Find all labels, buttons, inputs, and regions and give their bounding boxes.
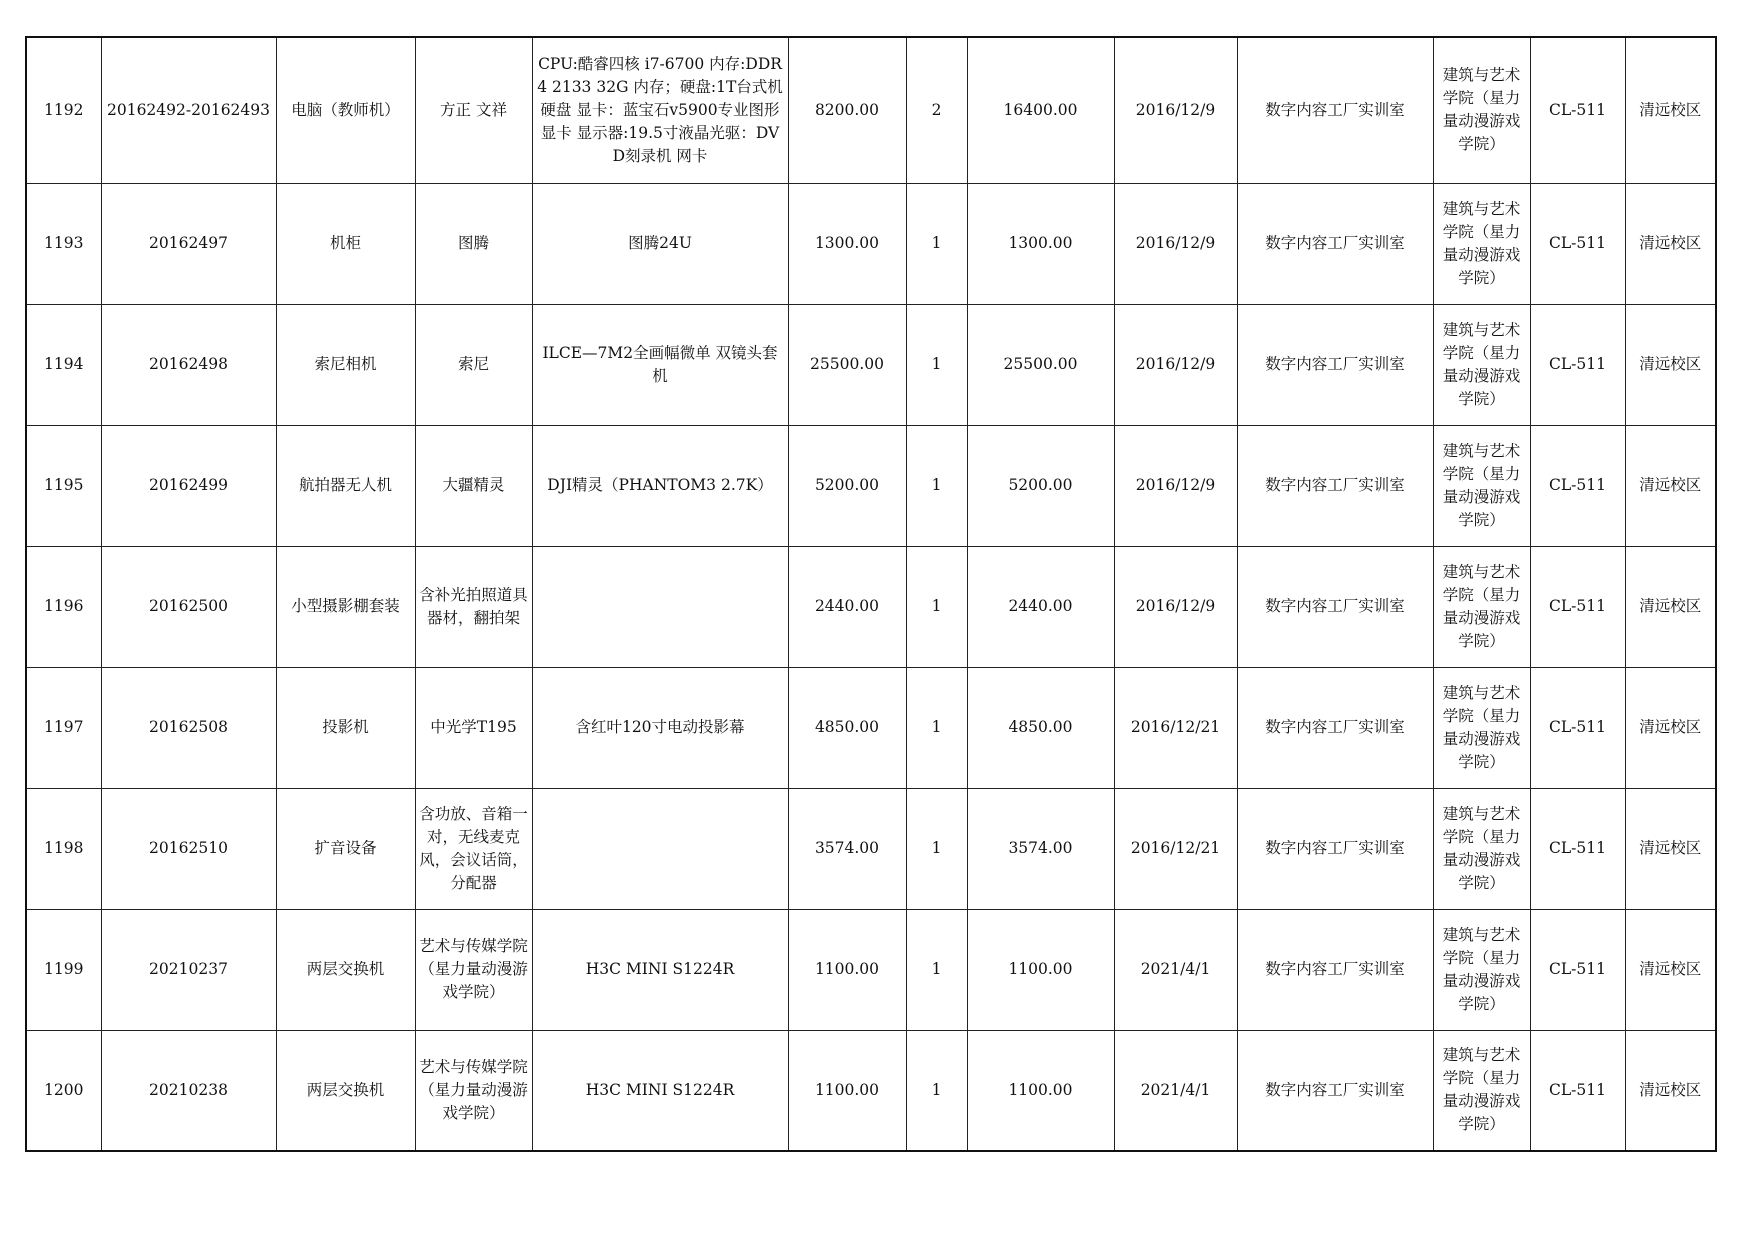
cell-asset-no: 20210238 (101, 1030, 276, 1151)
cell-amount: 16400.00 (967, 37, 1114, 183)
cell-campus: 清远校区 (1625, 788, 1716, 909)
cell-name: 两层交换机 (276, 1030, 415, 1151)
cell-name: 两层交换机 (276, 909, 415, 1030)
cell-department: 建筑与艺术学院（星力量动漫游戏学院） (1433, 667, 1530, 788)
table-row (26, 425, 1716, 546)
cell-amount: 1100.00 (967, 909, 1114, 1030)
cell-brand: 含补光拍照道具器材，翻拍架 (415, 546, 532, 667)
table-row (26, 1030, 1716, 1151)
cell-seq: 1192 (26, 37, 101, 183)
cell-brand: 含功放、音箱一对，无线麦克风，会议话筒，分配器 (415, 788, 532, 909)
cell-qty: 1 (906, 183, 967, 304)
cell-seq: 1194 (26, 304, 101, 425)
cell-spec: DJI精灵（PHANTOM3 2.7K） (532, 425, 788, 546)
cell-brand: 艺术与传媒学院（星力量动漫游戏学院） (415, 909, 532, 1030)
cell-name: 扩音设备 (276, 788, 415, 909)
cell-name: 航拍器无人机 (276, 425, 415, 546)
cell-amount: 2440.00 (967, 546, 1114, 667)
cell-date: 2016/12/21 (1114, 667, 1237, 788)
cell-brand: 索尼 (415, 304, 532, 425)
asset-table (25, 36, 1717, 1152)
table-row (26, 909, 1716, 1030)
cell-location: 数字内容工厂实训室 (1237, 667, 1433, 788)
cell-date: 2016/12/21 (1114, 788, 1237, 909)
cell-date: 2021/4/1 (1114, 909, 1237, 1030)
cell-location: 数字内容工厂实训室 (1237, 425, 1433, 546)
cell-brand: 方正 文祥 (415, 37, 532, 183)
table-row (26, 546, 1716, 667)
cell-location: 数字内容工厂实训室 (1237, 788, 1433, 909)
table-row (26, 304, 1716, 425)
cell-price: 1100.00 (788, 1030, 906, 1151)
cell-amount: 1300.00 (967, 183, 1114, 304)
cell-qty: 1 (906, 909, 967, 1030)
cell-department: 建筑与艺术学院（星力量动漫游戏学院） (1433, 546, 1530, 667)
cell-name: 索尼相机 (276, 304, 415, 425)
cell-location: 数字内容工厂实训室 (1237, 183, 1433, 304)
cell-qty: 1 (906, 304, 967, 425)
cell-price: 8200.00 (788, 37, 906, 183)
cell-name: 机柜 (276, 183, 415, 304)
cell-name: 投影机 (276, 667, 415, 788)
cell-qty: 1 (906, 667, 967, 788)
cell-spec: H3C MINI S1224R (532, 909, 788, 1030)
cell-amount: 25500.00 (967, 304, 1114, 425)
cell-department: 建筑与艺术学院（星力量动漫游戏学院） (1433, 425, 1530, 546)
cell-room: CL-511 (1530, 37, 1625, 183)
cell-date: 2016/12/9 (1114, 546, 1237, 667)
cell-price: 4850.00 (788, 667, 906, 788)
cell-amount: 4850.00 (967, 667, 1114, 788)
cell-qty: 1 (906, 546, 967, 667)
table-row (26, 183, 1716, 304)
cell-location: 数字内容工厂实训室 (1237, 909, 1433, 1030)
cell-campus: 清远校区 (1625, 37, 1716, 183)
cell-amount: 1100.00 (967, 1030, 1114, 1151)
cell-price: 1300.00 (788, 183, 906, 304)
cell-brand: 图腾 (415, 183, 532, 304)
cell-department: 建筑与艺术学院（星力量动漫游戏学院） (1433, 1030, 1530, 1151)
cell-qty: 1 (906, 425, 967, 546)
cell-seq: 1199 (26, 909, 101, 1030)
cell-price: 25500.00 (788, 304, 906, 425)
cell-campus: 清远校区 (1625, 425, 1716, 546)
cell-brand: 大疆精灵 (415, 425, 532, 546)
cell-department: 建筑与艺术学院（星力量动漫游戏学院） (1433, 304, 1530, 425)
cell-campus: 清远校区 (1625, 183, 1716, 304)
cell-room: CL-511 (1530, 546, 1625, 667)
cell-asset-no: 20162498 (101, 304, 276, 425)
table-row (26, 788, 1716, 909)
cell-location: 数字内容工厂实训室 (1237, 546, 1433, 667)
cell-department: 建筑与艺术学院（星力量动漫游戏学院） (1433, 183, 1530, 304)
cell-room: CL-511 (1530, 425, 1625, 546)
cell-campus: 清远校区 (1625, 909, 1716, 1030)
cell-date: 2016/12/9 (1114, 183, 1237, 304)
cell-seq: 1193 (26, 183, 101, 304)
cell-room: CL-511 (1530, 304, 1625, 425)
cell-spec: 图腾24U (532, 183, 788, 304)
cell-department: 建筑与艺术学院（星力量动漫游戏学院） (1433, 788, 1530, 909)
cell-amount: 5200.00 (967, 425, 1114, 546)
cell-amount: 3574.00 (967, 788, 1114, 909)
cell-spec: ILCE—7M2全画幅微单 双镜头套机 (532, 304, 788, 425)
table-row (26, 37, 1716, 183)
cell-seq: 1196 (26, 546, 101, 667)
cell-asset-no: 20162508 (101, 667, 276, 788)
cell-asset-no: 20162499 (101, 425, 276, 546)
cell-room: CL-511 (1530, 667, 1625, 788)
cell-spec: 含红叶120寸电动投影幕 (532, 667, 788, 788)
cell-date: 2016/12/9 (1114, 304, 1237, 425)
cell-room: CL-511 (1530, 183, 1625, 304)
cell-asset-no: 20162500 (101, 546, 276, 667)
cell-spec (532, 788, 788, 909)
cell-campus: 清远校区 (1625, 1030, 1716, 1151)
cell-seq: 1198 (26, 788, 101, 909)
cell-location: 数字内容工厂实训室 (1237, 1030, 1433, 1151)
cell-price: 3574.00 (788, 788, 906, 909)
cell-qty: 1 (906, 1030, 967, 1151)
cell-date: 2016/12/9 (1114, 425, 1237, 546)
cell-location: 数字内容工厂实训室 (1237, 37, 1433, 183)
cell-price: 2440.00 (788, 546, 906, 667)
cell-spec: H3C MINI S1224R (532, 1030, 788, 1151)
cell-qty: 2 (906, 37, 967, 183)
cell-seq: 1200 (26, 1030, 101, 1151)
cell-department: 建筑与艺术学院（星力量动漫游戏学院） (1433, 909, 1530, 1030)
cell-asset-no: 20162497 (101, 183, 276, 304)
cell-spec: CPU:酷睿四核 i7-6700 内存:DDR4 2133 32G 内存；硬盘:1T台式机硬盘 显卡：蓝宝石v5900专业图形显卡 显示器:19.5寸液晶光驱：DVD刻录机 网卡 (532, 37, 788, 183)
cell-department: 建筑与艺术学院（星力量动漫游戏学院） (1433, 37, 1530, 183)
cell-brand: 中光学T195 (415, 667, 532, 788)
cell-campus: 清远校区 (1625, 667, 1716, 788)
cell-asset-no: 20162510 (101, 788, 276, 909)
cell-name: 电脑（教师机） (276, 37, 415, 183)
cell-brand: 艺术与传媒学院（星力量动漫游戏学院） (415, 1030, 532, 1151)
cell-asset-no: 20210237 (101, 909, 276, 1030)
cell-campus: 清远校区 (1625, 546, 1716, 667)
cell-seq: 1197 (26, 667, 101, 788)
cell-name: 小型摄影棚套装 (276, 546, 415, 667)
cell-campus: 清远校区 (1625, 304, 1716, 425)
table-row (26, 667, 1716, 788)
cell-qty: 1 (906, 788, 967, 909)
cell-date: 2021/4/1 (1114, 1030, 1237, 1151)
cell-price: 5200.00 (788, 425, 906, 546)
cell-room: CL-511 (1530, 909, 1625, 1030)
cell-spec (532, 546, 788, 667)
cell-seq: 1195 (26, 425, 101, 546)
cell-date: 2016/12/9 (1114, 37, 1237, 183)
cell-asset-no: 20162492-20162493 (101, 37, 276, 183)
cell-price: 1100.00 (788, 909, 906, 1030)
cell-room: CL-511 (1530, 788, 1625, 909)
cell-location: 数字内容工厂实训室 (1237, 304, 1433, 425)
cell-room: CL-511 (1530, 1030, 1625, 1151)
